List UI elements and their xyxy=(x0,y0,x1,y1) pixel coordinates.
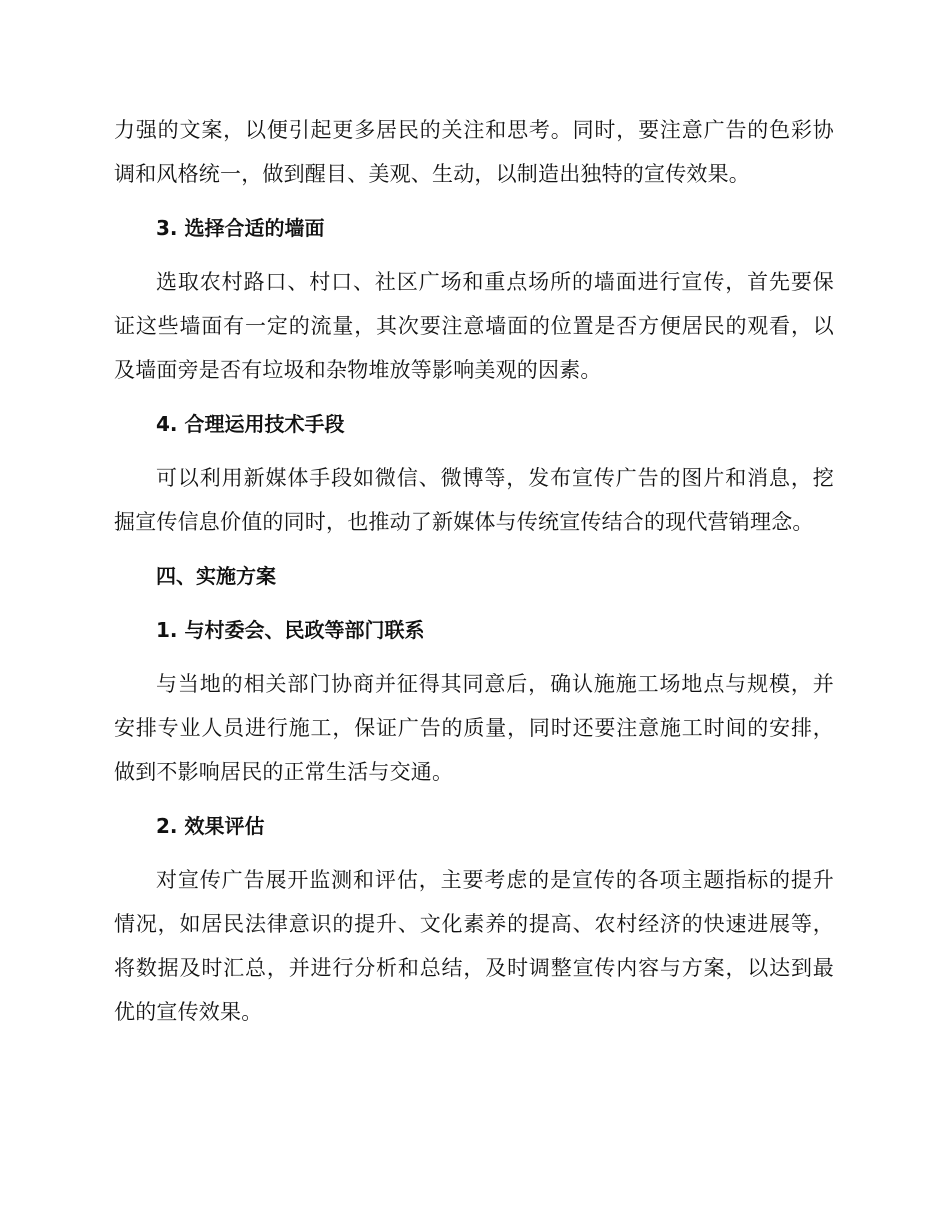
spacer xyxy=(114,250,834,260)
paragraph-construction: 与当地的相关部门协商并征得其同意后，确认施施工场地点与规模，并安排专业人员进行施工，保证广告的质量，同时还要注意施工时间的安排，做到不影响居民的正常生活与交通。 xyxy=(114,672,834,784)
paragraph-new-media: 可以利用新媒体手段如微信、微博等，发布宣传广告的图片和消息，挖掘宣传信息价值的同时，也推动了新媒体与传统宣传结合的现代营销理念。 xyxy=(114,466,834,534)
heading-effect-evaluation: 2. 效果评估 xyxy=(156,814,265,838)
spacer xyxy=(114,196,834,206)
spacer xyxy=(114,794,834,804)
paragraph-wall-selection: 选取农村路口、村口、社区广场和重点场所的墙面进行宣传，首先要保证这些墙面有一定的流量，其次要注意墙面的位置是否方便居民的观看，以及墙面旁是否有垃圾和杂物堆放等影响美观的因素。 xyxy=(114,270,834,382)
spacer xyxy=(114,598,834,608)
paragraph-copywriting: 力强的文案，以便引起更多居民的关注和思考。同时，要注意广告的色彩协调和风格统一，做到醒目、美观、生动，以制造出独特的宣传效果。 xyxy=(114,118,834,186)
spacer xyxy=(114,848,834,858)
spacer xyxy=(114,392,834,402)
heading-choose-wall: 3. 选择合适的墙面 xyxy=(156,216,325,240)
spacer xyxy=(114,446,834,456)
heading-contact-departments: 1. 与村委会、民政等部门联系 xyxy=(156,618,425,642)
spacer xyxy=(114,652,834,662)
heading-implementation-plan: 四、实施方案 xyxy=(156,564,276,588)
paragraph-evaluation: 对宣传广告展开监测和评估，主要考虑的是宣传的各项主题指标的提升情况，如居民法律意识的提升、文化素养的提高、农村经济的快速进展等，将数据及时汇总，并进行分析和总结，及时调整宣传内容与方案，以达到最优的宣传效果。 xyxy=(114,868,834,1024)
heading-technical-means: 4. 合理运用技术手段 xyxy=(156,412,345,436)
spacer xyxy=(114,544,834,554)
document-body xyxy=(114,108,834,1034)
